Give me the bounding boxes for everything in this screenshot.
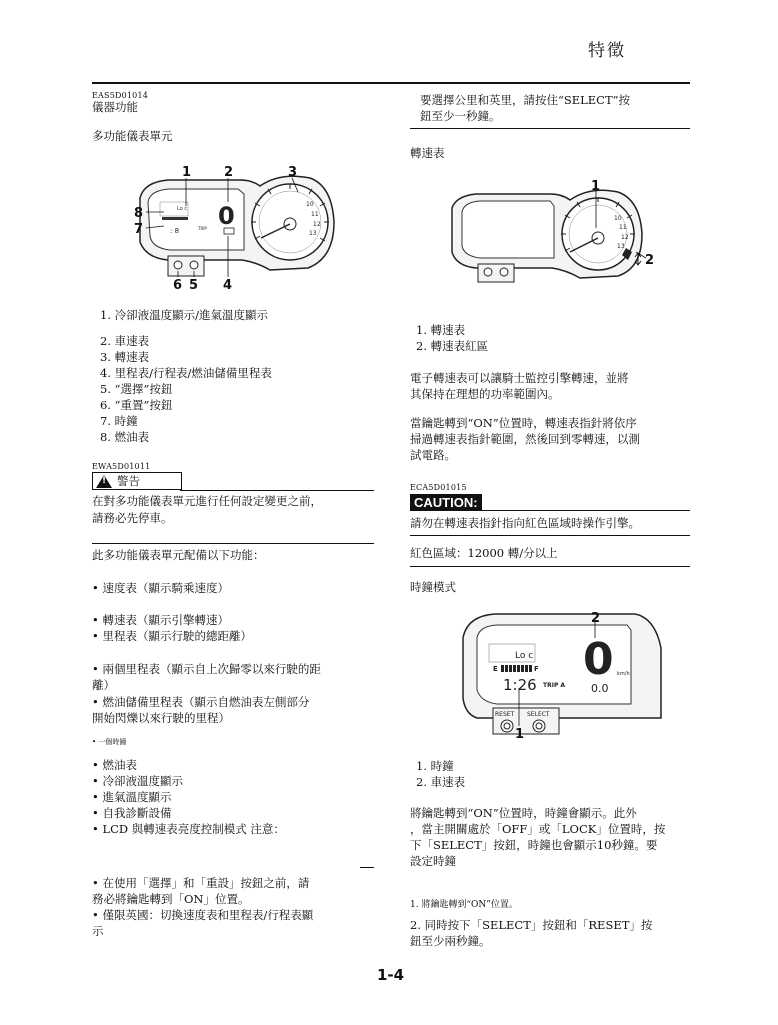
feature-item: 離） — [92, 678, 115, 692]
tach-paragraph: 試電路。 — [410, 448, 456, 462]
clock-step: 2. 同時按下「SELECT」按鈕和「RESET」按 — [410, 918, 653, 932]
svg-text:12: 12 — [621, 234, 629, 241]
warning-text: 在對多功能儀表單元進行任何設定變更之前， — [92, 494, 322, 508]
fig1-callout-8: 8 — [134, 206, 144, 221]
tach-heading: 轉速表 — [410, 146, 445, 160]
feature-item: • 自我診斷設備 — [92, 806, 172, 820]
tach-legend-item: 1. 轉速表 — [416, 323, 466, 337]
clock-legend-item: 2. 車速表 — [416, 775, 466, 789]
section-heading: 儀器功能 — [92, 100, 138, 114]
clock-heading: 時鐘模式 — [410, 580, 456, 594]
warning-rule — [180, 490, 374, 491]
fig3-reset-label: RESET — [495, 711, 515, 718]
reference-code: EAS5D01014 — [92, 91, 149, 100]
feature-item: • LCD 與轉速表亮度控制模式 注意： — [92, 822, 285, 836]
clock-paragraph: 將鑰匙轉到“ON”位置時，時鐘會顯示。此外 — [410, 806, 637, 820]
note-item: 務必將鑰匙轉到「ON」位置。 — [92, 892, 250, 906]
meter-unit-figure — [120, 162, 340, 292]
fig3-loc-text: Lo c — [515, 651, 534, 661]
feature-item: • 轉速表（顯示引擎轉速） — [92, 613, 229, 627]
svg-text:10: 10 — [614, 215, 622, 222]
fig2-callout-1: 1 — [591, 179, 601, 194]
feature-item: • 燃油表 — [92, 758, 137, 772]
svg-text:10: 10 — [306, 201, 314, 208]
divider — [360, 867, 374, 868]
clock-legend-item: 1. 時鐘 — [416, 759, 454, 773]
tach-paragraph: 電子轉速表可以讓騎士監控引擎轉速，並將 — [410, 371, 629, 385]
caution-badge: CAUTION: — [410, 494, 482, 511]
clock-paragraph: 設定時鐘 — [410, 854, 456, 868]
divider — [92, 543, 374, 544]
clock-paragraph: 下「SELECT」按鈕，時鐘也會顯示10秒鐘。要 — [410, 838, 658, 852]
caution-text: 請勿在轉速表指針指向紅色區域時操作引擎。 — [410, 516, 640, 530]
subsection-heading: 多功能儀表單元 — [92, 129, 173, 143]
fig1-callout-3: 3 — [288, 165, 298, 180]
clock-step: 鈕至少兩秒鐘。 — [410, 934, 491, 948]
fig1-callout-4: 4 — [223, 278, 233, 292]
svg-text:13: 13 — [617, 243, 625, 250]
svg-text:13: 13 — [309, 230, 317, 237]
clock-display-figure — [455, 608, 675, 748]
redzone-text: 紅色區域：12000 轉/分以上 — [410, 546, 558, 560]
warning-badge — [92, 472, 182, 490]
select-note: 鈕至少一秒鐘。 — [420, 109, 501, 123]
tach-paragraph: 其保持在理想的功率範圍內。 — [410, 387, 560, 401]
warning-text: 請務必先停車。 — [92, 511, 173, 525]
tach-paragraph: 當鑰匙轉到“ON”位置時，轉速表指針將依序 — [410, 416, 637, 430]
fig3-odo-text: 0.0 — [591, 682, 609, 695]
reference-code: ECA5D01015 — [410, 483, 467, 492]
svg-text:11: 11 — [311, 211, 319, 218]
legend-item: 1. 冷卻液溫度顯示/進氣溫度顯示 — [100, 308, 269, 322]
fig3-speed-digit: 0 — [583, 634, 614, 685]
legend-item: 3. 轉速表 — [100, 350, 150, 364]
feature-item: • 燃油儲備里程表（顯示自燃油表左側部分 — [92, 695, 310, 709]
fig3-select-label: SELECT — [527, 711, 550, 718]
svg-text:12: 12 — [313, 221, 321, 228]
legend-item: 8. 燃油表 — [100, 430, 150, 444]
svg-text:: 8: : 8 — [170, 227, 180, 235]
legend-item: 5. “選擇”按鈕 — [100, 382, 173, 396]
divider — [410, 128, 690, 129]
fig3-unit-text: km/h — [617, 671, 630, 677]
feature-item: 開始閃爍以來行駛的里程） — [92, 711, 230, 725]
fig1-callout-7: 7 — [134, 222, 144, 237]
svg-text:11: 11 — [619, 224, 627, 231]
fig1-callout-2: 2 — [224, 165, 234, 180]
header-rule — [92, 82, 690, 84]
fig1-callout-1: 1 — [182, 165, 192, 180]
feature-item: • 兩個里程表（顯示自上次歸零以來行駛的距 — [92, 662, 321, 676]
fig1-speed-digit: 0 — [218, 202, 235, 230]
feature-item: • 速度表（顯示騎乘速度） — [92, 581, 229, 595]
feature-item: • 冷卻液溫度顯示 — [92, 774, 183, 788]
note-item: 示 — [92, 924, 104, 938]
legend-item: 2. 車速表 — [100, 334, 150, 348]
fig3-time-text: 1:26 — [503, 676, 537, 694]
feature-item: • 里程表（顯示行駛的總距離） — [92, 629, 252, 643]
fig3-callout-1: 1 — [515, 727, 525, 742]
select-note: 要選擇公里和英里，請按住“SELECT”按 — [420, 93, 631, 107]
divider — [410, 535, 690, 536]
legend-item: 4. 里程表/行程表/燃油儲備里程表 — [100, 366, 272, 380]
svg-text:E: E — [493, 665, 498, 673]
caution-rule — [476, 510, 690, 511]
warning-label: 警告 — [117, 474, 140, 488]
reference-code: EWA5D01011 — [92, 462, 151, 471]
page-number: 1-4 — [377, 966, 405, 984]
tach-paragraph: 掃過轉速表指針範圍，然後回到零轉速，以測 — [410, 432, 640, 446]
fig3-trip-text: TRIP A — [543, 682, 566, 689]
divider — [410, 566, 690, 567]
clock-paragraph: ，當主開關處於「OFF」或「LOCK」位置時，按 — [410, 822, 666, 836]
feature-item: • 一個時鐘 — [92, 738, 127, 746]
fig3-callout-2: 2 — [591, 611, 601, 626]
section-title: 特徵 — [588, 41, 626, 61]
tachometer-figure — [440, 178, 660, 298]
note-item: • 在使用「選擇」和「重設」按鈕之前，請 — [92, 876, 310, 890]
legend-item: 7. 時鐘 — [100, 414, 138, 428]
fig1-trip-text: TRIP — [198, 226, 207, 231]
svg-text:F: F — [534, 665, 539, 673]
fig2-callout-2: 2 — [645, 253, 655, 268]
features-intro: 此多功能儀表單元配備以下功能： — [92, 548, 265, 562]
clock-step: 1. 將鑰匙轉到“ON”位置。 — [410, 900, 518, 910]
note-item: • 僅限英國：切換速度表和里程表/行程表顯 — [92, 908, 314, 922]
legend-item: 6. “重置”按鈕 — [100, 398, 173, 412]
fig1-loc-text: Lo c — [177, 206, 188, 212]
warning-icon: ! — [96, 475, 112, 488]
fig1-callout-5: 5 — [189, 278, 199, 292]
fig1-callout-6: 6 — [173, 278, 183, 292]
feature-item: • 進氣溫度顯示 — [92, 790, 172, 804]
tach-legend-item: 2. 轉速表紅區 — [416, 339, 489, 353]
